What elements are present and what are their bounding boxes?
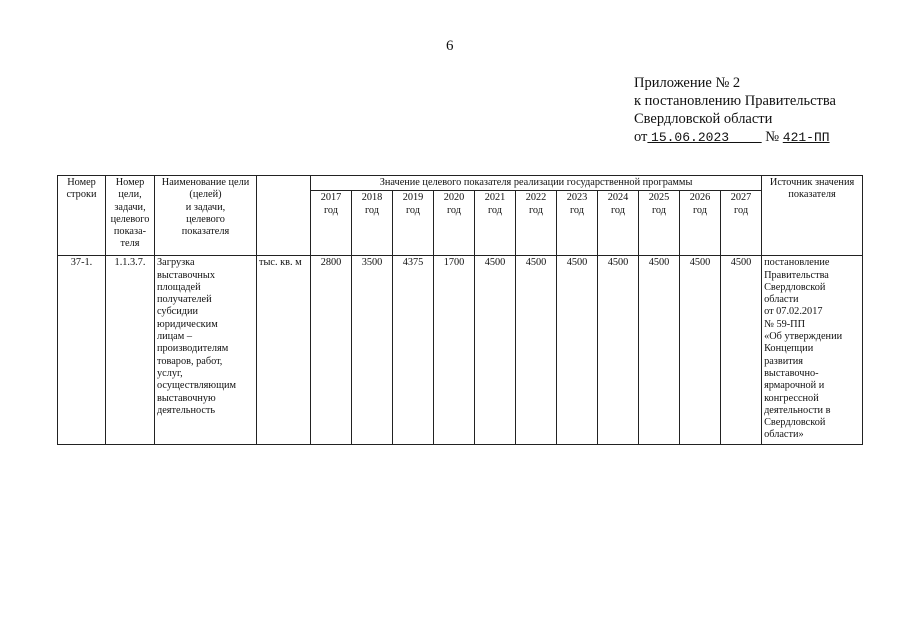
target-indicators-table [57,175,863,445]
appendix-date-line [634,128,836,147]
cell-source: постановление Правительства Свердловской области от 07.02.2017 № 59-ПП «Об утверждении Концепции развития выставочно- ярмарочной и конгрессной деятельности в Свердловской области» [762,256,863,445]
table-row [58,256,863,445]
cell-value: 4500 [721,256,762,445]
cell-value: 4500 [598,256,639,445]
cell-value: 4375 [393,256,434,445]
table-header-row [58,176,863,191]
year-header: 2025 год [639,191,680,256]
cell-value: 4500 [516,256,557,445]
year-header: 2024 год [598,191,639,256]
year-header: 2027 год [721,191,762,256]
number-prefix: № [765,129,780,145]
year-header: 2020 год [434,191,475,256]
cell-value: 4500 [475,256,516,445]
appendix-title: Приложение № 2 [634,75,741,91]
year-header: 2019 год [393,191,434,256]
header-source: Источник значения показателя [762,176,863,256]
appendix-date: 15.06.2023 [651,130,730,145]
year-header: 2023 год [557,191,598,256]
cell-goal-number: 1.1.3.7. [106,256,155,445]
year-header: 2021 год [475,191,516,256]
cell-unit: тыс. кв. м [257,256,311,445]
cell-value: 1700 [434,256,475,445]
header-row-number: Номер строки [58,176,106,256]
year-header: 2018 год [352,191,393,256]
cell-value: 4500 [639,256,680,445]
header-goal-number: Номер цели, задачи, целевого показа- теля [106,176,155,256]
appendix-header [634,74,836,147]
header-values-group: Значение целевого показателя реализации государственной программы [311,176,762,191]
year-header: 2017 год [311,191,352,256]
appendix-subtitle: к постановлению Правительства [634,93,836,109]
year-header: 2026 год [680,191,721,256]
date-prefix: от [634,129,648,145]
header-name: Наименование цели (целей) и задачи, целевого показателя [155,176,257,256]
header-unit [257,176,311,256]
page-number: 6 [446,38,454,54]
year-header: 2022 год [516,191,557,256]
cell-row-number: 37-1. [58,256,106,445]
appendix-region: Свердловской области [634,111,773,127]
cell-value: 4500 [680,256,721,445]
cell-value: 2800 [311,256,352,445]
cell-value: 3500 [352,256,393,445]
cell-value: 4500 [557,256,598,445]
appendix-number: 421-ПП [782,130,830,145]
cell-name: Загрузка выставочных площадей получателей субсидии юридическим лицам – производителям товаров, работ, услуг, осуществляющим выставочную деятельность [155,256,257,445]
